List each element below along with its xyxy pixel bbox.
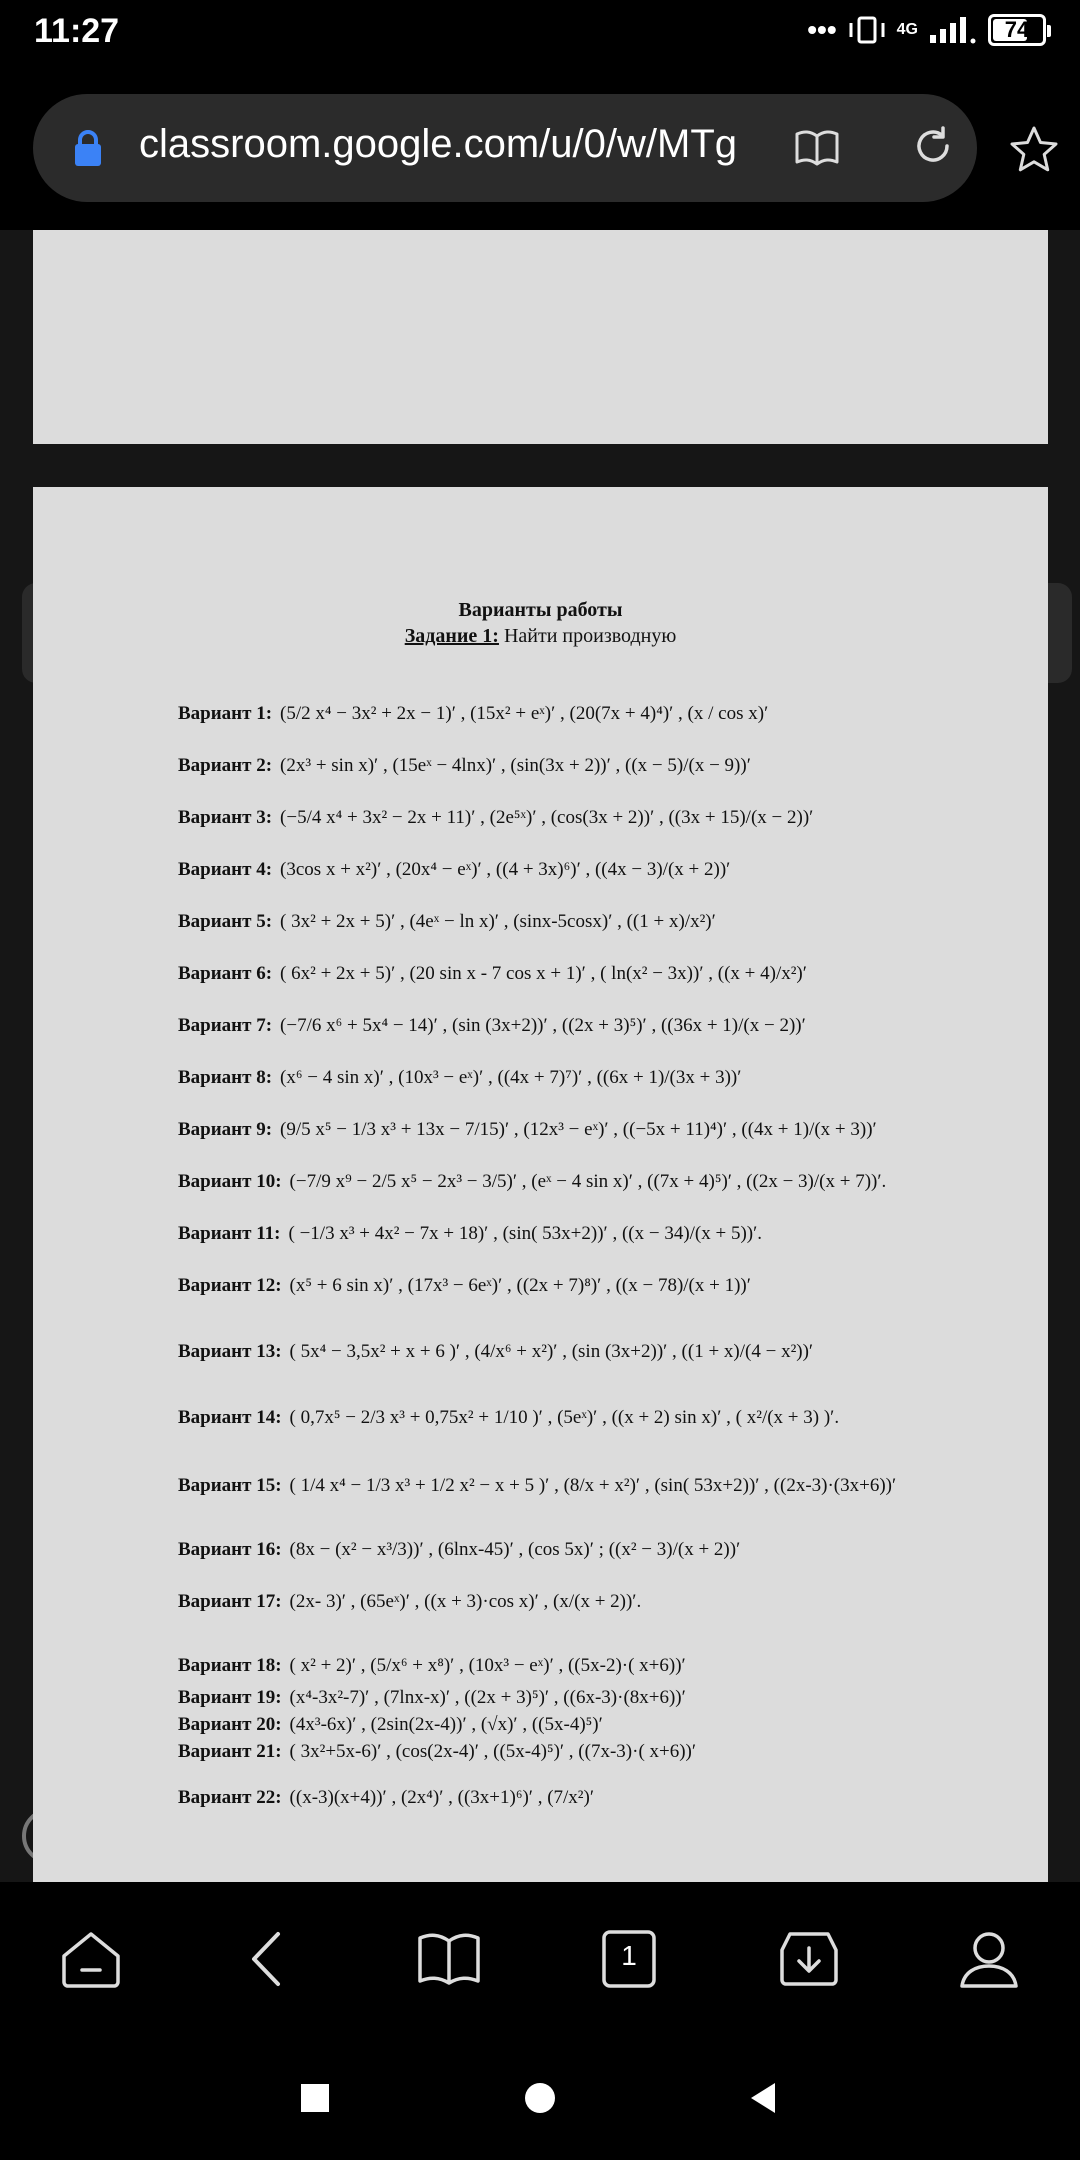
variant-row [178, 1271, 1018, 1301]
bookmarks-icon[interactable] [416, 1926, 482, 1992]
network-type: 4G [896, 21, 918, 38]
variant-row [178, 959, 1018, 989]
vibrate-icon [847, 15, 887, 45]
variant-expression: ( x² + 2)′ , (5/x⁶ + x⁸)′ , (10x³ − eˣ)′ , ((5x-2)·( x+6))′ [289, 1655, 686, 1676]
variant-row [178, 1167, 1018, 1197]
more-dots-icon: ••• [807, 14, 837, 45]
profile-icon[interactable] [956, 1926, 1022, 1992]
variant-label: Вариант 19: [178, 1687, 282, 1708]
status-bar [0, 0, 1080, 66]
variant-label: Вариант 21: [178, 1741, 282, 1762]
variant-row [178, 1219, 1018, 1249]
variant-label: Вариант 4: [178, 859, 273, 880]
variant-expression: (−5/4 x⁴ + 3x² − 2x + 11)′ , (2e⁵ˣ)′ , (cos(3x + 2))′ , ((3x + 15)/(x − 2))′ [280, 807, 814, 828]
variant-expression: (x⁵ + 6 sin x)′ , (17x³ − 6eˣ)′ , ((2x + 7)⁸)′ , ((x − 78)/(x + 1))′ [289, 1275, 751, 1296]
variant-expression: ( −1/3 x³ + 4x² − 7x + 18)′ , (sin( 53x+2))′ , ((x − 34)/(x + 5))′. [288, 1223, 763, 1244]
battery-level: 74 [1004, 17, 1030, 42]
variant-row [178, 803, 1018, 833]
variant-row [178, 1063, 1018, 1093]
variant-label: Вариант 6: [178, 963, 273, 984]
home-icon[interactable] [58, 1926, 124, 1992]
browser-bottom-nav [0, 1882, 1080, 2036]
variant-row [178, 1403, 1018, 1433]
variant-label: Вариант 15: [178, 1475, 282, 1496]
variant-row [178, 1337, 1018, 1367]
signal-icon [928, 15, 978, 45]
variant-row [178, 855, 1018, 885]
variant-expression: ((x-3)(x+4))′ , (2x⁴)′ , ((3x+1)⁶)′ , (7/x²)′ [289, 1787, 594, 1808]
variant-expression: (x⁶ − 4 sin x)′ , (10x³ − eˣ)′ , ((4x + 7)⁷)′ , ((6x + 1)/(3x + 3))′ [280, 1067, 742, 1088]
variant-row [178, 751, 1018, 781]
reader-mode-icon[interactable] [793, 124, 841, 172]
variant-expression: (3cos x + x²)′ , (20x⁴ − eˣ)′ , ((4 + 3x)⁶)′ , ((4x − 3)/(x + 2))′ [280, 859, 731, 880]
variant-label: Вариант 10: [178, 1171, 282, 1192]
variant-expression: (9/5 x⁵ − 1/3 x³ + 13x − 7/15)′ , (12x³ − eˣ)′ , ((−5x + 11)⁴)′ , ((4x + 1)/(x + 3))′ [280, 1119, 877, 1140]
document-subtitle [33, 625, 1048, 648]
variant-label: Вариант 1: [178, 703, 273, 724]
variant-row [178, 1587, 1018, 1617]
browser-toolbar [0, 66, 1080, 230]
variant-label: Вариант 2: [178, 755, 273, 776]
variant-row [178, 1737, 1018, 1767]
home-system-icon[interactable] [520, 2078, 560, 2118]
variant-expression: (5/2 x⁴ − 3x² + 2x − 1)′ , (15x² + eˣ)′ , (20(7x + 4)⁴)′ , (x / cos x)′ [280, 703, 769, 724]
variant-label: Вариант 20: [178, 1714, 282, 1735]
variant-label: Вариант 14: [178, 1407, 282, 1428]
variant-expression: ( 5x⁴ − 3,5x² + x + 6 )′ , (4/x⁶ + x²)′ , (sin (3x+2))′ , ((1 + x)/(4 − x²))′ [289, 1341, 814, 1362]
task-text: Найти производную [498, 625, 677, 647]
variant-row [178, 1115, 1018, 1145]
variant-row [178, 1651, 1018, 1681]
variant-expression: (2x³ + sin x)′ , (15eˣ − 4lnx)′ , (sin(3x + 2))′ , ((x − 5)/(x − 9))′ [280, 755, 751, 776]
variant-expression: ( 3x²+5x-6)′ , (cos(2x-4)′ , ((5x-4)⁵)′ , ((7x-3)·( x+6))′ [289, 1741, 697, 1762]
variant-expression: (8x − (x² − x³/3))′ , (6lnx-45)′ , (cos 5x)′ ; ((x² − 3)/(x + 2))′ [289, 1539, 741, 1560]
lock-icon [73, 130, 103, 166]
system-nav-bar [0, 2036, 1080, 2160]
variant-expression: (2x- 3)′ , (65eˣ)′ , ((x + 3)·cos x)′ , (x/(x + 2))′. [289, 1591, 642, 1612]
status-time: 11:27 [34, 12, 120, 50]
variant-label: Вариант 16: [178, 1539, 282, 1560]
variant-label: Вариант 13: [178, 1341, 282, 1362]
variant-row [178, 1011, 1018, 1041]
variant-row [178, 907, 1018, 937]
variant-expression: ( 6x² + 2x + 5)′ , (20 sin x - 7 cos x + 1)′ , ( ln(x² − 3x))′ , ((x + 4)/x²)′ [280, 963, 807, 984]
variant-expression: (4x³-6x)′ , (2sin(2x-4))′ , (√x)′ , ((5x-4)⁵)′ [289, 1714, 603, 1735]
back-system-icon[interactable] [745, 2078, 785, 2118]
page-viewer[interactable] [0, 230, 1080, 1882]
previous-page [33, 230, 1048, 444]
variant-row [178, 1683, 1018, 1713]
battery-icon [988, 14, 1046, 46]
tab-count: 1 [621, 1940, 637, 1971]
variant-row [178, 1783, 1018, 1813]
variant-expression: ( 0,7x⁵ − 2/3 x³ + 0,75x² + 1/10 )′ , (5eˣ)′ , ((x + 2) sin x)′ , ( x²/(x + 3) )′. [289, 1407, 840, 1428]
variant-label: Вариант 11: [178, 1223, 281, 1244]
reload-icon[interactable] [909, 122, 957, 170]
variant-label: Вариант 17: [178, 1591, 282, 1612]
document-page [33, 487, 1048, 1882]
variant-row [178, 1535, 1018, 1565]
task-label: Задание 1: [404, 625, 499, 647]
variant-label: Вариант 12: [178, 1275, 282, 1296]
variant-expression: ( 3x² + 2x + 5)′ , (4eˣ − ln x)′ , (sinx-5cosx)′ , ((1 + x)/x²)′ [280, 911, 716, 932]
variant-expression: (−7/9 x⁹ − 2/5 x⁵ − 2x³ − 3/5)′ , (eˣ − 4 sin x)′ , ((7x + 4)⁵)′ , ((2x − 3)/(x + 7))′. [289, 1171, 887, 1192]
variant-row [178, 1471, 1018, 1501]
variant-label: Вариант 18: [178, 1655, 282, 1676]
variant-row [178, 699, 1018, 729]
variant-expression: ( 1/4 x⁴ − 1/3 x³ + 1/2 x² − x + 5 )′ , (8/x + x²)′ , (sin( 53x+2))′ , ((2x-3)·(3x+6))′ [289, 1475, 897, 1496]
star-icon[interactable] [1008, 124, 1060, 176]
variant-label: Вариант 22: [178, 1787, 282, 1808]
address-bar[interactable] [33, 94, 977, 202]
document-title: Варианты работы [458, 599, 623, 621]
variant-expression: (x⁴-3x²-7)′ , (7lnx-x)′ , ((2x + 3)⁵)′ , ((6x-3)·(8x+6))′ [289, 1687, 686, 1708]
variant-label: Вариант 7: [178, 1015, 273, 1036]
variant-label: Вариант 3: [178, 807, 273, 828]
recent-apps-icon[interactable] [295, 2078, 335, 2118]
variant-row [178, 1710, 1018, 1740]
back-icon[interactable] [236, 1926, 302, 1992]
variant-expression: (−7/6 x⁶ + 5x⁴ − 14)′ , (sin (3x+2))′ , ((2x + 3)⁵)′ , ((36x + 1)/(x − 2))′ [280, 1015, 806, 1036]
url-text[interactable]: classroom.google.com/u/0/w/MTg [139, 122, 738, 166]
downloads-icon[interactable] [776, 1926, 842, 1992]
variant-label: Вариант 9: [178, 1119, 273, 1140]
tabs-button[interactable] [596, 1926, 662, 1992]
status-icons [807, 14, 1046, 46]
variant-label: Вариант 5: [178, 911, 273, 932]
variant-label: Вариант 8: [178, 1067, 273, 1088]
